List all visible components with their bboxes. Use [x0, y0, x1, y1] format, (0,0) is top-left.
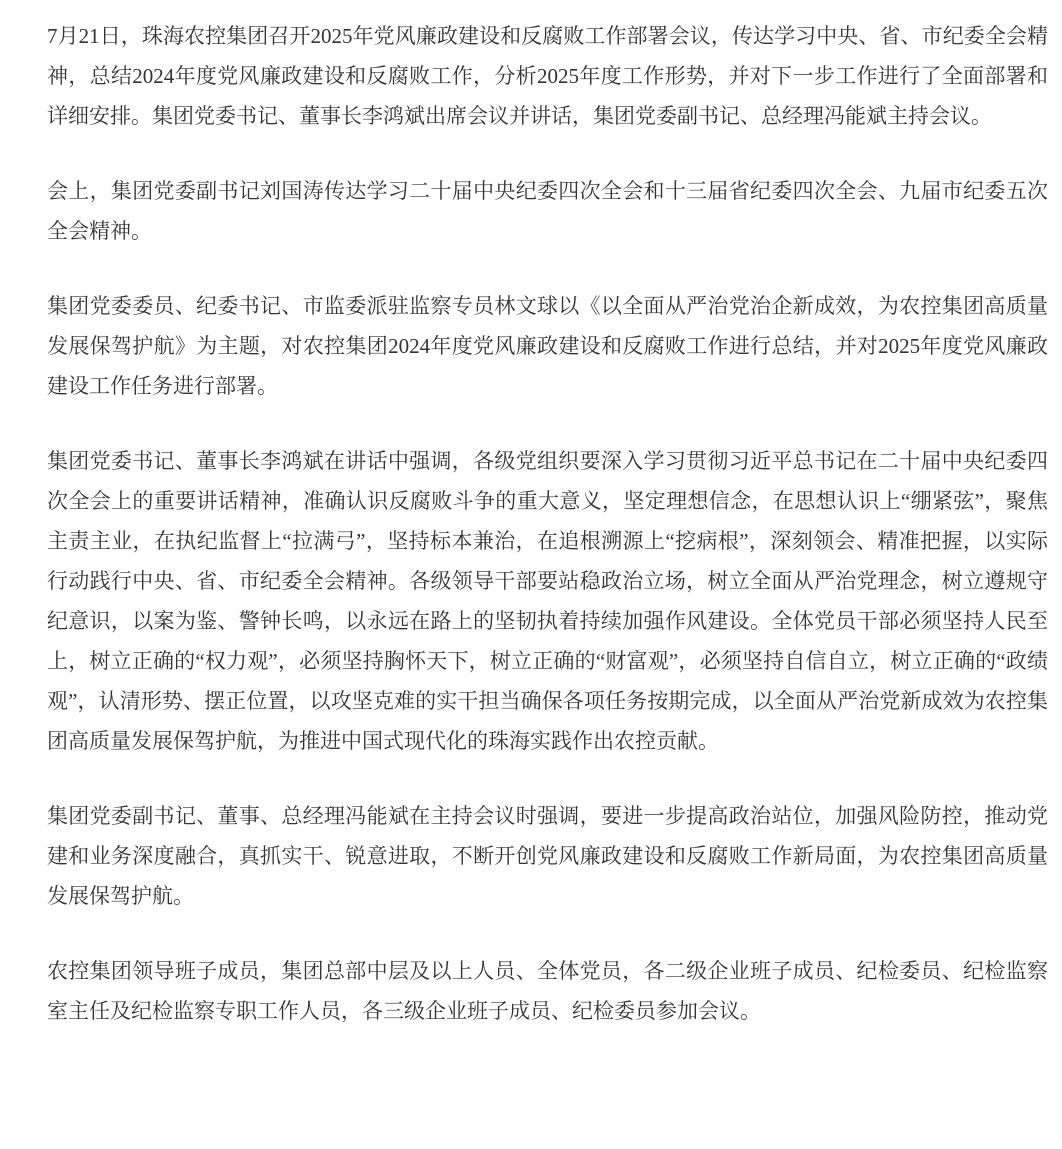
paragraph-liu-guotao-relay: 会上，集团党委副书记刘国涛传达学习二十届中央纪委四次全会和十三届省纪委四次全会、九届市纪委五次全会精神。 [47, 179, 1048, 243]
paragraph-lin-wenqiu-report: 集团党委委员、纪委书记、市监委派驻监察专员林文球以《以全面从严治党治企新成效，为农控集团高质量发展保驾护航》为主题，对农控集团2024年度党风廉政建设和反腐败工作进行总结，并对2025年度党风廉政建设工作任务进行部署。 [47, 294, 1048, 398]
paragraph-feng-nengbin-remarks: 集团党委副书记、董事、总经理冯能斌在主持会议时强调，要进一步提高政治站位，加强风险防控，推动党建和业务深度融合，真抓实干、锐意进取，不断开创党风廉政建设和反腐败工作新局面，为农控集团高质量发展保驾护航。 [47, 804, 1048, 908]
paragraph-meeting-overview: 7月21日，珠海农控集团召开2025年党风廉政建设和反腐败工作部署会议，传达学习中央、省、市纪委全会精神，总结2024年度党风廉政建设和反腐败工作，分析2025年度工作形势，并对下一步工作进行了全面部署和详细安排。集团党委书记、董事长李鸿斌出席会议并讲话，集团党委副书记、总经理冯能斌主持会议。 [47, 24, 1048, 128]
paragraph-attendees: 农控集团领导班子成员，集团总部中层及以上人员、全体党员，各二级企业班子成员、纪检委员、纪检监察室主任及纪检监察专职工作人员，各三级企业班子成员、纪检委员参加会议。 [47, 959, 1048, 1023]
paragraph-li-hongbin-speech: 集团党委书记、董事长李鸿斌在讲话中强调，各级党组织要深入学习贯彻习近平总书记在二十届中央纪委四次全会上的重要讲话精神，准确认识反腐败斗争的重大意义，坚定理想信念，在思想认识上“绷紧弦”，聚焦主责主业，在执纪监督上“拉满弓”，坚持标本兼治，在追根溯源上“挖病根”，深刻领会、精准把握，以实际行动践行中央、省、市纪委全会精神。各级领导干部要站稳政治立场，树立全面从严治党理念，树立遵规守纪意识，以案为鉴、警钟长鸣，以永远在路上的坚韧执着持续加强作风建设。全体党员干部必须坚持人民至上，树立正确的“权力观”，必须坚持胸怀天下，树立正确的“财富观”，必须坚持自信自立，树立正确的“政绩观”，认清形势、摆正位置，以攻坚克难的实干担当确保各项任务按期完成，以全面从严治党新成效为农控集团高质量发展保驾护航，为推进中国式现代化的珠海实践作出农控贡献。 [47, 449, 1048, 753]
